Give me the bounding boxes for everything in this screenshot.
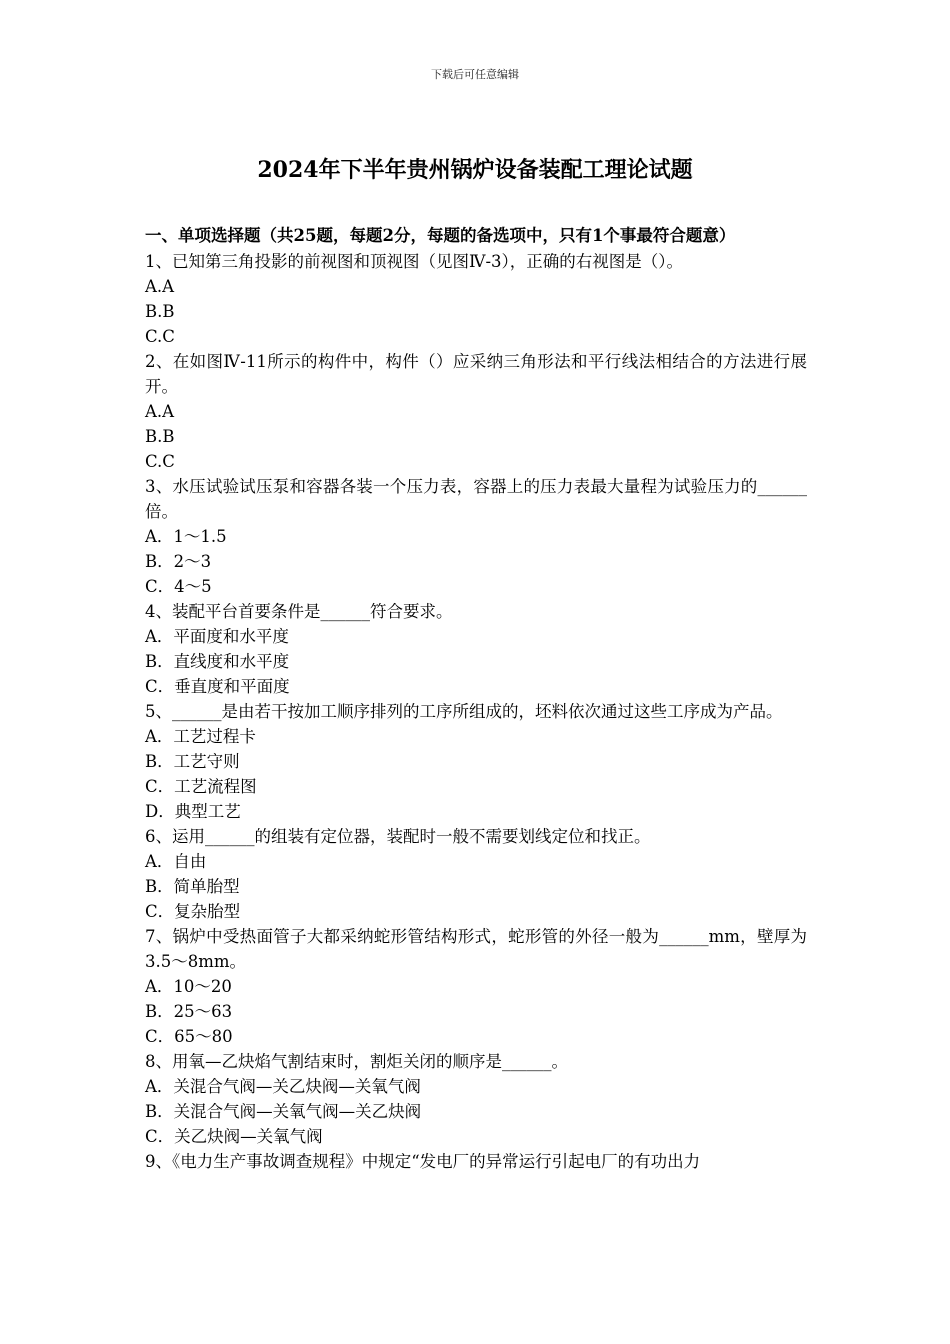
option: B．25～63 <box>145 1002 233 1021</box>
question-text: 3、水压试验试压泵和容器各装一个压力表，容器上的压力表最大量程为试验压力的______倍。 <box>145 477 807 521</box>
question-text: 4、装配平台首要条件是______符合要求。 <box>145 602 453 621</box>
option: A．10～20 <box>145 977 232 996</box>
question-text: 5、______是由若干按加工顺序排列的工序所组成的，坯料依次通过这些工序成为产品。 <box>145 702 783 721</box>
question-1 <box>145 249 807 349</box>
document-title: 2024年下半年贵州锅炉设备装配工理论试题 <box>257 157 693 183</box>
question-text: 1、已知第三角投影的前视图和顶视图（见图Ⅳ-3），正确的右视图是（）。 <box>145 252 684 271</box>
question-text: 9、《电力生产事故调查规程》中规定“发电厂的异常运行引起电厂的有功出力 <box>145 1152 701 1171</box>
question-text: 7、锅炉中受热面管子大都采纳蛇形管结构形式，蛇形管的外径一般为______mm，壁厚为3.5～8mm。 <box>145 927 807 971</box>
option: A．平面度和水平度 <box>145 627 289 646</box>
option: C．65～80 <box>145 1027 233 1046</box>
question-8 <box>145 1049 807 1149</box>
question-text: 6、运用______的组装有定位器，装配时一般不需要划线定位和找正。 <box>145 827 651 846</box>
question-5 <box>145 699 807 824</box>
option: C.C <box>145 327 175 346</box>
question-6 <box>145 824 807 924</box>
question-9 <box>145 1149 807 1174</box>
option: B.B <box>145 427 175 446</box>
option: C.C <box>145 452 175 471</box>
option: D．典型工艺 <box>145 802 241 821</box>
option: B．关混合气阀—关氧气阀—关乙炔阀 <box>145 1102 422 1121</box>
question-2 <box>145 349 807 474</box>
option: A．自由 <box>145 852 207 871</box>
option: A.A <box>145 402 175 421</box>
document-body <box>145 224 807 1174</box>
option: C．工艺流程图 <box>145 777 257 796</box>
option: B．2～3 <box>145 552 212 571</box>
option: A．工艺过程卡 <box>145 727 256 746</box>
option: C．复杂胎型 <box>145 902 241 921</box>
option: B．简单胎型 <box>145 877 240 896</box>
option: A．1～1.5 <box>145 527 227 546</box>
option: B．工艺守则 <box>145 752 240 771</box>
option: A．关混合气阀—关乙炔阀—关氧气阀 <box>145 1077 421 1096</box>
section-heading: 一、单项选择题（共25题，每题2分，每题的备选项中，只有1个事最符合题意） <box>145 226 736 245</box>
question-text: 2、在如图Ⅳ-11所示的构件中，构件（）应采纳三角形法和平行线法相结合的方法进行展开。 <box>145 352 807 396</box>
option: B．直线度和水平度 <box>145 652 290 671</box>
question-3 <box>145 474 807 599</box>
question-7 <box>145 924 807 1049</box>
option: C．垂直度和平面度 <box>145 677 290 696</box>
option: B.B <box>145 302 175 321</box>
option: C．4～5 <box>145 577 212 596</box>
option: A.A <box>145 277 175 296</box>
question-text: 8、用氧—乙炔焰气割结束时，割炬关闭的顺序是______。 <box>145 1052 568 1071</box>
option: C．关乙炔阀—关氧气阀 <box>145 1127 323 1146</box>
question-4 <box>145 599 807 699</box>
page-header: 下载后可任意编辑 <box>431 68 519 81</box>
